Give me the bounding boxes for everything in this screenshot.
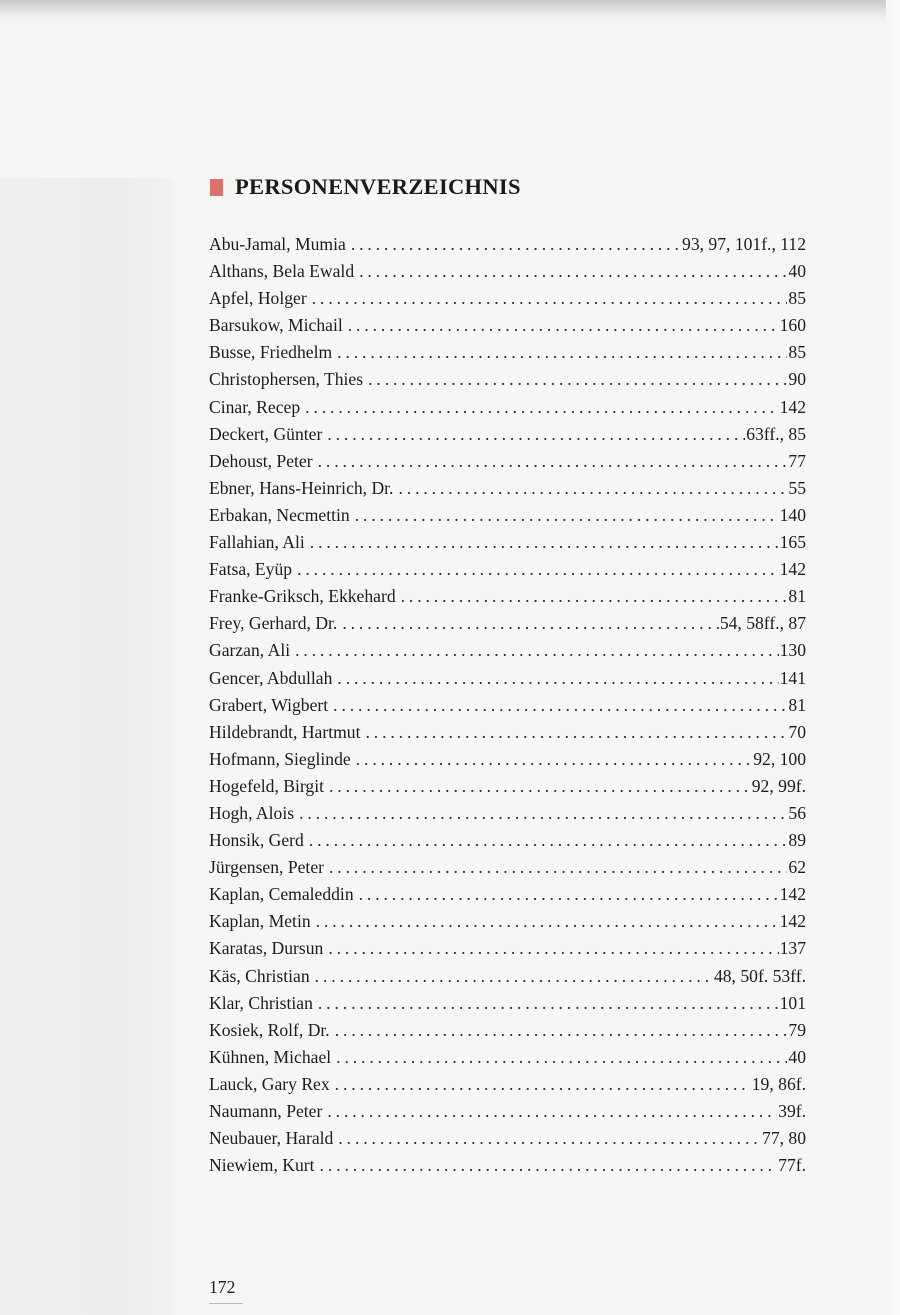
entry-name: Kaplan, Metin	[209, 911, 311, 932]
dot-leader	[337, 339, 787, 366]
dot-leader	[337, 665, 778, 692]
entry-name: Käs, Christian	[209, 965, 310, 986]
index-entry	[209, 285, 806, 312]
entry-name: Frey, Gerhard, Dr.	[209, 613, 338, 634]
dot-leader	[333, 692, 787, 719]
dot-leader	[365, 719, 787, 746]
index-entry	[209, 746, 806, 773]
index-entry	[209, 854, 806, 881]
entry-name: Naumann, Peter	[209, 1101, 323, 1121]
index-entry	[209, 881, 806, 908]
index-entry	[209, 394, 806, 421]
dot-leader	[335, 1071, 751, 1098]
dot-leader	[320, 1152, 778, 1179]
entry-name: Hildebrandt, Hartmut	[209, 721, 361, 742]
index-entry	[209, 773, 806, 800]
entry-pages: 140	[779, 504, 806, 525]
dot-leader	[312, 285, 788, 312]
entry-pages: 142	[779, 559, 806, 580]
entry-name: Hogh, Alois	[209, 802, 295, 823]
dot-leader	[316, 908, 779, 935]
entry-pages: 85	[788, 288, 806, 309]
entry-name: Barsukow, Michail	[209, 315, 343, 336]
entry-name: Franke-Griksch, Ekkehard	[209, 586, 396, 607]
entry-name: Apfel, Holger	[209, 288, 307, 309]
dot-leader	[398, 475, 787, 502]
entry-name: Cinar, Recep	[209, 396, 301, 417]
dot-leader	[335, 1017, 788, 1044]
entry-pages: 92, 99f.	[751, 775, 806, 796]
entry-pages: 142	[779, 911, 806, 932]
index-entry	[209, 637, 806, 664]
dot-leader	[342, 610, 718, 637]
entry-pages: 40	[788, 1046, 806, 1067]
entry-pages: 19, 86f.	[751, 1073, 806, 1094]
entry-name: Karatas, Dursun	[209, 938, 324, 959]
index-entry	[209, 448, 806, 475]
entry-name: Christophersen, Thies	[209, 369, 364, 390]
entry-pages: 93, 97, 101f., 112	[682, 234, 806, 254]
entry-name: Hofmann, Sieglinde	[209, 748, 351, 769]
index-entry	[209, 1017, 806, 1044]
index-entry	[209, 556, 806, 583]
entry-pages: 141	[779, 667, 806, 688]
entry-pages: 39f.	[778, 1101, 806, 1121]
dot-leader	[318, 448, 788, 475]
index-entry	[209, 935, 806, 962]
entry-pages: 137	[779, 938, 806, 959]
left-margin-band	[0, 178, 172, 1315]
dot-leader	[338, 1125, 761, 1152]
entry-pages: 63ff., 85	[746, 423, 806, 444]
entry-name: Fallahian, Ali	[209, 532, 305, 553]
dot-leader	[359, 258, 787, 285]
index-entry	[209, 908, 806, 935]
entry-pages: 165	[779, 532, 806, 553]
dot-leader	[356, 746, 753, 773]
entry-pages: 142	[779, 884, 806, 905]
entry-name: Abu-Jamal, Mumia	[209, 234, 346, 254]
entry-pages: 79	[788, 1019, 806, 1040]
entry-pages: 142	[779, 396, 806, 417]
dot-leader	[351, 231, 681, 258]
index-entry	[209, 583, 806, 610]
entry-name: Fatsa, Eyüp	[209, 559, 293, 580]
page-title: PERSONENVERZEICHNIS	[235, 174, 521, 199]
person-index-list	[209, 231, 806, 1179]
index-entry	[209, 231, 806, 258]
entry-name: Deckert, Günter	[209, 423, 323, 444]
entry-pages: 81	[788, 694, 806, 715]
index-entry	[209, 1152, 806, 1179]
index-entry	[209, 1098, 806, 1125]
index-entry	[209, 1044, 806, 1071]
index-entry	[209, 339, 806, 366]
entry-pages: 56	[788, 802, 806, 823]
entry-name: Hogefeld, Birgit	[209, 775, 324, 796]
entry-name: Gencer, Abdullah	[209, 667, 333, 688]
dot-leader	[295, 637, 779, 664]
entry-pages: 40	[788, 261, 806, 282]
index-entry	[209, 665, 806, 692]
scan-top-shadow	[0, 0, 900, 22]
entry-name: Erbakan, Necmettin	[209, 504, 350, 525]
entry-pages: 55	[788, 477, 806, 498]
entry-pages: 77, 80	[762, 1128, 806, 1149]
entry-name: Dehoust, Peter	[209, 450, 313, 471]
entry-pages: 92, 100	[753, 748, 806, 769]
entry-name: Honsik, Gerd	[209, 830, 304, 851]
entry-pages: 160	[779, 315, 806, 336]
dot-leader	[309, 827, 788, 854]
index-entry	[209, 529, 806, 556]
entry-pages: 101	[779, 992, 806, 1013]
entry-pages: 48, 50f. 53ff.	[713, 965, 806, 986]
entry-pages: 77	[788, 450, 806, 471]
dot-leader	[336, 1044, 787, 1071]
entry-pages: 54, 58ff., 87	[719, 613, 806, 634]
entry-name: Lauck, Gary Rex	[209, 1073, 330, 1094]
index-entry	[209, 475, 806, 502]
index-entry	[209, 1125, 806, 1152]
entry-pages: 62	[788, 857, 806, 878]
entry-name: Garzan, Ali	[209, 640, 291, 661]
entry-pages: 70	[788, 721, 806, 742]
entry-pages: 77f.	[778, 1155, 806, 1176]
index-entry	[209, 990, 806, 1017]
entry-pages: 81	[788, 586, 806, 607]
index-entry	[209, 421, 806, 448]
dot-leader	[368, 366, 787, 393]
entry-pages: 89	[788, 830, 806, 851]
entry-name: Kaplan, Cemaleddin	[209, 884, 354, 905]
index-entry	[209, 963, 806, 990]
dot-leader	[299, 800, 787, 827]
section-heading	[210, 172, 521, 202]
index-entry	[209, 692, 806, 719]
index-entry	[209, 827, 806, 854]
entry-name: Grabert, Wigbert	[209, 694, 329, 715]
dot-leader	[327, 1098, 777, 1125]
index-entry	[209, 258, 806, 285]
index-entry	[209, 800, 806, 827]
entry-name: Klar, Christian	[209, 992, 313, 1013]
heading-square-marker-icon	[210, 179, 223, 196]
dot-leader	[315, 963, 713, 990]
entry-name: Neubauer, Harald	[209, 1128, 334, 1149]
entry-name: Busse, Friedhelm	[209, 342, 333, 363]
index-entry	[209, 610, 806, 637]
dot-leader	[310, 529, 779, 556]
entry-name: Niewiem, Kurt	[209, 1155, 315, 1176]
dot-leader	[348, 312, 779, 339]
dot-leader	[327, 421, 745, 448]
dot-leader	[359, 881, 779, 908]
entry-name: Jürgensen, Peter	[209, 857, 324, 878]
entry-name: Ebner, Hans-Heinrich, Dr.	[209, 477, 394, 498]
dot-leader	[318, 990, 779, 1017]
dot-leader	[329, 854, 787, 881]
index-entry	[209, 366, 806, 393]
entry-name: Kosiek, Rolf, Dr.	[209, 1019, 330, 1040]
index-entry	[209, 312, 806, 339]
entry-name: Althans, Bela Ewald	[209, 261, 355, 282]
entry-name: Kühnen, Michael	[209, 1046, 332, 1067]
index-entry	[209, 502, 806, 529]
entry-pages: 90	[788, 369, 806, 390]
dot-leader	[401, 583, 788, 610]
dot-leader	[305, 394, 778, 421]
page-number: 172	[209, 1277, 236, 1297]
right-page-edge	[886, 0, 900, 1315]
index-entry	[209, 719, 806, 746]
dot-leader	[297, 556, 779, 583]
entry-pages: 130	[779, 640, 806, 661]
dot-leader	[328, 935, 778, 962]
dot-leader	[355, 502, 779, 529]
index-entry	[209, 1071, 806, 1098]
page-number-rule	[209, 1303, 243, 1304]
dot-leader	[329, 773, 751, 800]
entry-pages: 85	[788, 342, 806, 363]
